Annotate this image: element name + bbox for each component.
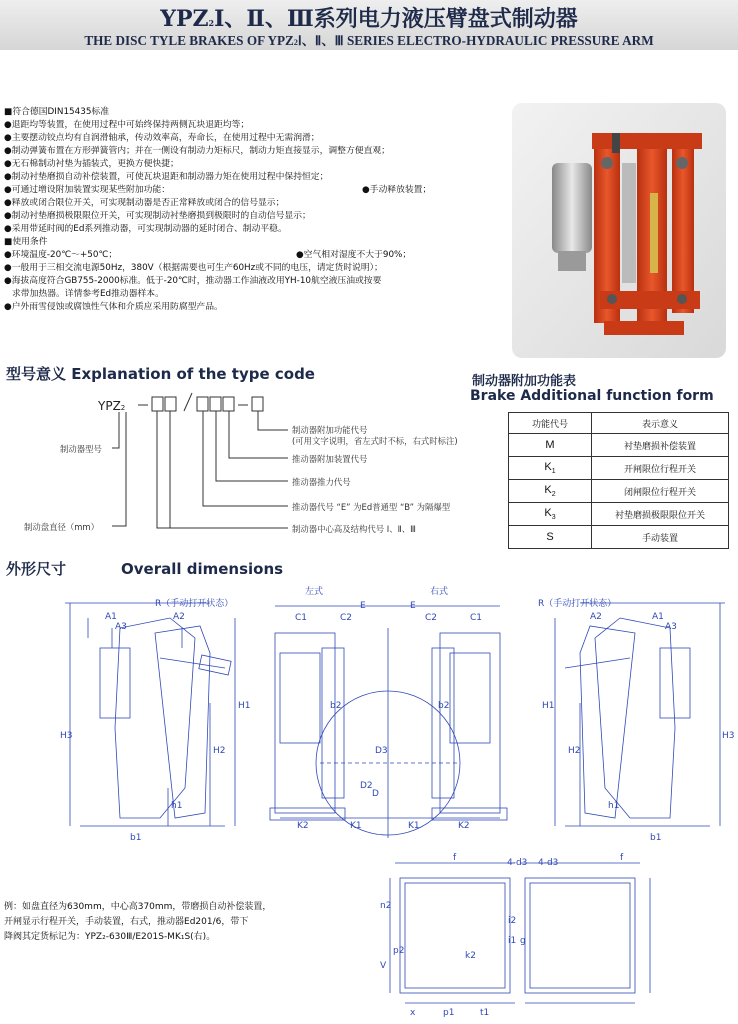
func-code: $K_2$ (509, 480, 592, 503)
feature-item (4, 171, 480, 184)
func-code: S (509, 526, 592, 549)
feature-extra: ●手动释放装置； (362, 185, 432, 195)
label-b2: b2 (330, 701, 342, 711)
feature-item (4, 223, 480, 236)
label-x: x (410, 1008, 416, 1018)
title-cn: YPZ2Ⅰ、Ⅱ、Ⅲ系列电力液压臂盘式制动器 (160, 6, 578, 32)
label-c2-r: C2 (425, 613, 438, 623)
label-d: D (372, 789, 379, 799)
feature-item (4, 197, 480, 210)
label-p1: p1 (443, 1008, 455, 1018)
title-en: THE DISC TYLE BRAKES OF YPZ2Ⅰ、Ⅱ、Ⅲ SERIES ELECTRO-HYDRAULIC PRESSURE ARM (84, 33, 654, 48)
label-h1-small: h1 (171, 801, 183, 811)
label-i2: i2 (508, 916, 517, 926)
label-c2: C2 (340, 613, 353, 623)
addfunc-title-cn: 制动器附加功能表 (472, 374, 577, 389)
label-h1-small-r: h1 (608, 801, 620, 811)
label-a1: A1 (105, 612, 117, 622)
bullet-icon: ● (4, 211, 12, 221)
bullet-icon: ■ (4, 237, 13, 247)
label-a2: A2 (173, 612, 185, 622)
label-k2-r: K2 (458, 821, 470, 831)
label-b1-r: b1 (650, 833, 662, 843)
table-header-row (509, 413, 729, 434)
label-b2-r: b2 (438, 701, 450, 711)
label-thruster-attach: 推动器附加装置代号 (292, 454, 368, 464)
bullet-icon: ● (4, 172, 12, 182)
label-h1-r: H1 (542, 701, 555, 711)
feature-item (4, 106, 480, 119)
overall-title: 外形尺寸 Overall dimensions (6, 560, 284, 578)
feature-item (4, 132, 480, 145)
label-r-right: R（手动打开状态） (538, 599, 617, 609)
feature-text: 可通过增设附加装置实现某些附加功能： (11, 185, 171, 195)
label-func-code: 制动器附加功能代号 (292, 425, 368, 435)
feature-text: 制动弹簧布置在方形弹簧管内；并在一侧设有制动力矩标尺，制动力矩直接显示，调整方便直观； (11, 146, 390, 156)
feature-list (4, 106, 480, 314)
label-c1-r: C1 (470, 613, 483, 623)
label-v: V (380, 961, 387, 971)
feature-text: 释放或闭合限位开关，可实现制动器是否正常释放或闭合的信号显示； (11, 198, 285, 208)
feature-item (4, 236, 480, 249)
feature-text: 无石棉制动衬垫为插装式，更换方便快捷； (11, 159, 179, 169)
label-a2-r: A2 (590, 612, 602, 622)
feature-item (4, 184, 480, 197)
bullet-icon: ● (4, 185, 12, 195)
table-row (509, 434, 729, 457)
order-example (4, 900, 314, 945)
feature-item (4, 158, 480, 171)
label-h3: H3 (60, 731, 73, 741)
feature-text: 采用带延时阀的Ed系列推动器，可实现制动器的延时闭合、制动平稳。 (11, 224, 287, 234)
label-disc-diameter: 制动盘直径（mm） (24, 522, 99, 532)
bullet-icon: ● (4, 250, 12, 260)
feature-text: 主要摆动铰点均有自润滑轴承，传动效率高，寿命长，在使用过程中无需润滑； (11, 133, 320, 143)
feature-text: 求带加热器。详情参考Ed推动器样本。 (12, 289, 164, 299)
func-meaning: 手动装置 (592, 526, 729, 549)
label-4d3-r: 4-d3 (538, 858, 559, 868)
label-g: g (520, 936, 526, 946)
label-c1: C1 (295, 613, 308, 623)
label-h2: H2 (213, 746, 226, 756)
label-n2: n2 (380, 901, 392, 911)
label-p2: p2 (393, 946, 405, 956)
addfunc-table (508, 412, 729, 549)
label-func-note: (可用文字说明，省左式时不标，右式时标注) (292, 436, 458, 446)
label-h1: H1 (238, 701, 251, 711)
bullet-icon: ● (4, 263, 12, 273)
label-thrust-code: 推动器推力代号 (292, 477, 351, 487)
label-a1-r: A1 (652, 612, 664, 622)
feature-text: 户外雨雪侵蚀或腐蚀性气体和介质应采用防腐型产品。 (11, 302, 223, 312)
example-line: 降阀其定货标记为：YPZ₂-630Ⅲ/E201S-MK₁S(右)。 (4, 932, 216, 942)
label-center-height: 制动器中心高及结构代号 Ⅰ、Ⅱ、Ⅲ (292, 524, 416, 534)
label-i1: i1 (508, 936, 517, 946)
feature-item (4, 249, 480, 262)
label-f: f (453, 853, 457, 863)
label-brake-model: 制动器型号 (60, 444, 102, 454)
typecode-title: 型号意义 Explanation of the type code (6, 365, 315, 383)
bullet-icon: ● (4, 159, 12, 169)
label-h2-r: H2 (568, 746, 581, 756)
label-b1: b1 (130, 833, 142, 843)
label-k2-plan: k2 (465, 951, 476, 961)
feature-item (4, 275, 480, 288)
bullet-icon: ● (4, 198, 12, 208)
label-thruster-code: 推动器代号 “E” 为Ed普通型 “B” 为隔爆型 (292, 502, 451, 512)
feature-text: 符合德国DIN15435标准 (12, 107, 110, 117)
product-photo (512, 103, 726, 358)
bullet-icon: ● (4, 276, 12, 286)
typecode-diagram (20, 388, 500, 538)
func-code: $K_1$ (509, 457, 592, 480)
feature-item (4, 262, 480, 275)
label-k1-r: K1 (408, 821, 420, 831)
label-a3-r: A3 (665, 622, 677, 632)
label-d3: D3 (375, 746, 388, 756)
func-code: M (509, 434, 592, 457)
table-row (509, 526, 729, 549)
label-k2: K2 (297, 821, 309, 831)
bullet-icon: ■ (4, 107, 13, 117)
label-d2: D2 (360, 781, 373, 791)
feature-item (4, 210, 480, 223)
table-row (509, 503, 729, 526)
bullet-icon: ● (4, 146, 12, 156)
label-h3-r: H3 (722, 731, 735, 741)
feature-item (4, 145, 480, 158)
feature-text: 制动衬垫磨损自动补偿装置，可使瓦块退距和制动器力矩在使用过程中保持恒定； (11, 172, 329, 182)
label-4d3: 4-d3 (507, 858, 528, 868)
func-meaning: 衬垫磨损极限限位开关 (592, 503, 729, 526)
feature-text: 退距均等装置，在使用过程中可始终保持两侧瓦块退距均等； (11, 120, 250, 130)
label-e-right: E (410, 601, 416, 611)
feature-text: 制动衬垫磨损极限限位开关，可实现制动衬垫磨损到极限时的自动信号显示； (11, 211, 311, 221)
bullet-icon: ● (4, 133, 12, 143)
table-header: 功能代号 (509, 413, 592, 434)
feature-item (4, 301, 480, 314)
label-a3: A3 (115, 622, 127, 632)
func-meaning: 开闸限位行程开关 (592, 457, 729, 480)
table-header: 表示意义 (592, 413, 729, 434)
left-thruster (100, 648, 130, 718)
bullet-icon: ● (4, 120, 12, 130)
func-meaning: 衬垫磨损补偿装置 (592, 434, 729, 457)
label-t1: t1 (480, 1008, 490, 1018)
addfunc-title-en: Brake Additional function form (470, 388, 714, 404)
example-line: 开闸显示行程开关，手动装置，右式，推动器Ed201/6，带下 (4, 917, 249, 927)
feature-extra: ●空气相对湿度不大于90%； (296, 250, 412, 260)
label-right-side: 右式 (430, 587, 449, 597)
dimension-drawing (60, 578, 735, 1018)
feature-text: 海拔高度符合GB755-2000标准。低于-20℃时，推动器工作油液改用YH-10航空液压油或按要 (11, 276, 382, 286)
feature-item (4, 119, 480, 132)
model-prefix: YPZ2 (98, 399, 126, 413)
func-meaning: 闭闸限位行程开关 (592, 480, 729, 503)
table-row (509, 457, 729, 480)
example-line: 例：如盘直径为630mm，中心高370mm，带磨损自动补偿装置， (4, 902, 272, 912)
label-f-r: f (620, 853, 624, 863)
bullet-icon: ● (4, 302, 12, 312)
label-e-left: E (360, 601, 366, 611)
label-k1: K1 (350, 821, 362, 831)
label-left-side: 左式 (305, 587, 324, 597)
feature-text: 一般用于三相交流电源50Hz，380V（根据需要也可生产60Hz或不同的电压，请定货时说明）； (11, 263, 383, 273)
bullet-icon: ● (4, 224, 12, 234)
feature-text: 环境温度-20℃～+50℃； (11, 250, 118, 260)
label-r-left: R（手动打开状态） (155, 599, 234, 609)
table-row (509, 480, 729, 503)
feature-text: 使用条件 (12, 237, 48, 247)
func-code: $K_3$ (509, 503, 592, 526)
feature-item (4, 288, 480, 301)
